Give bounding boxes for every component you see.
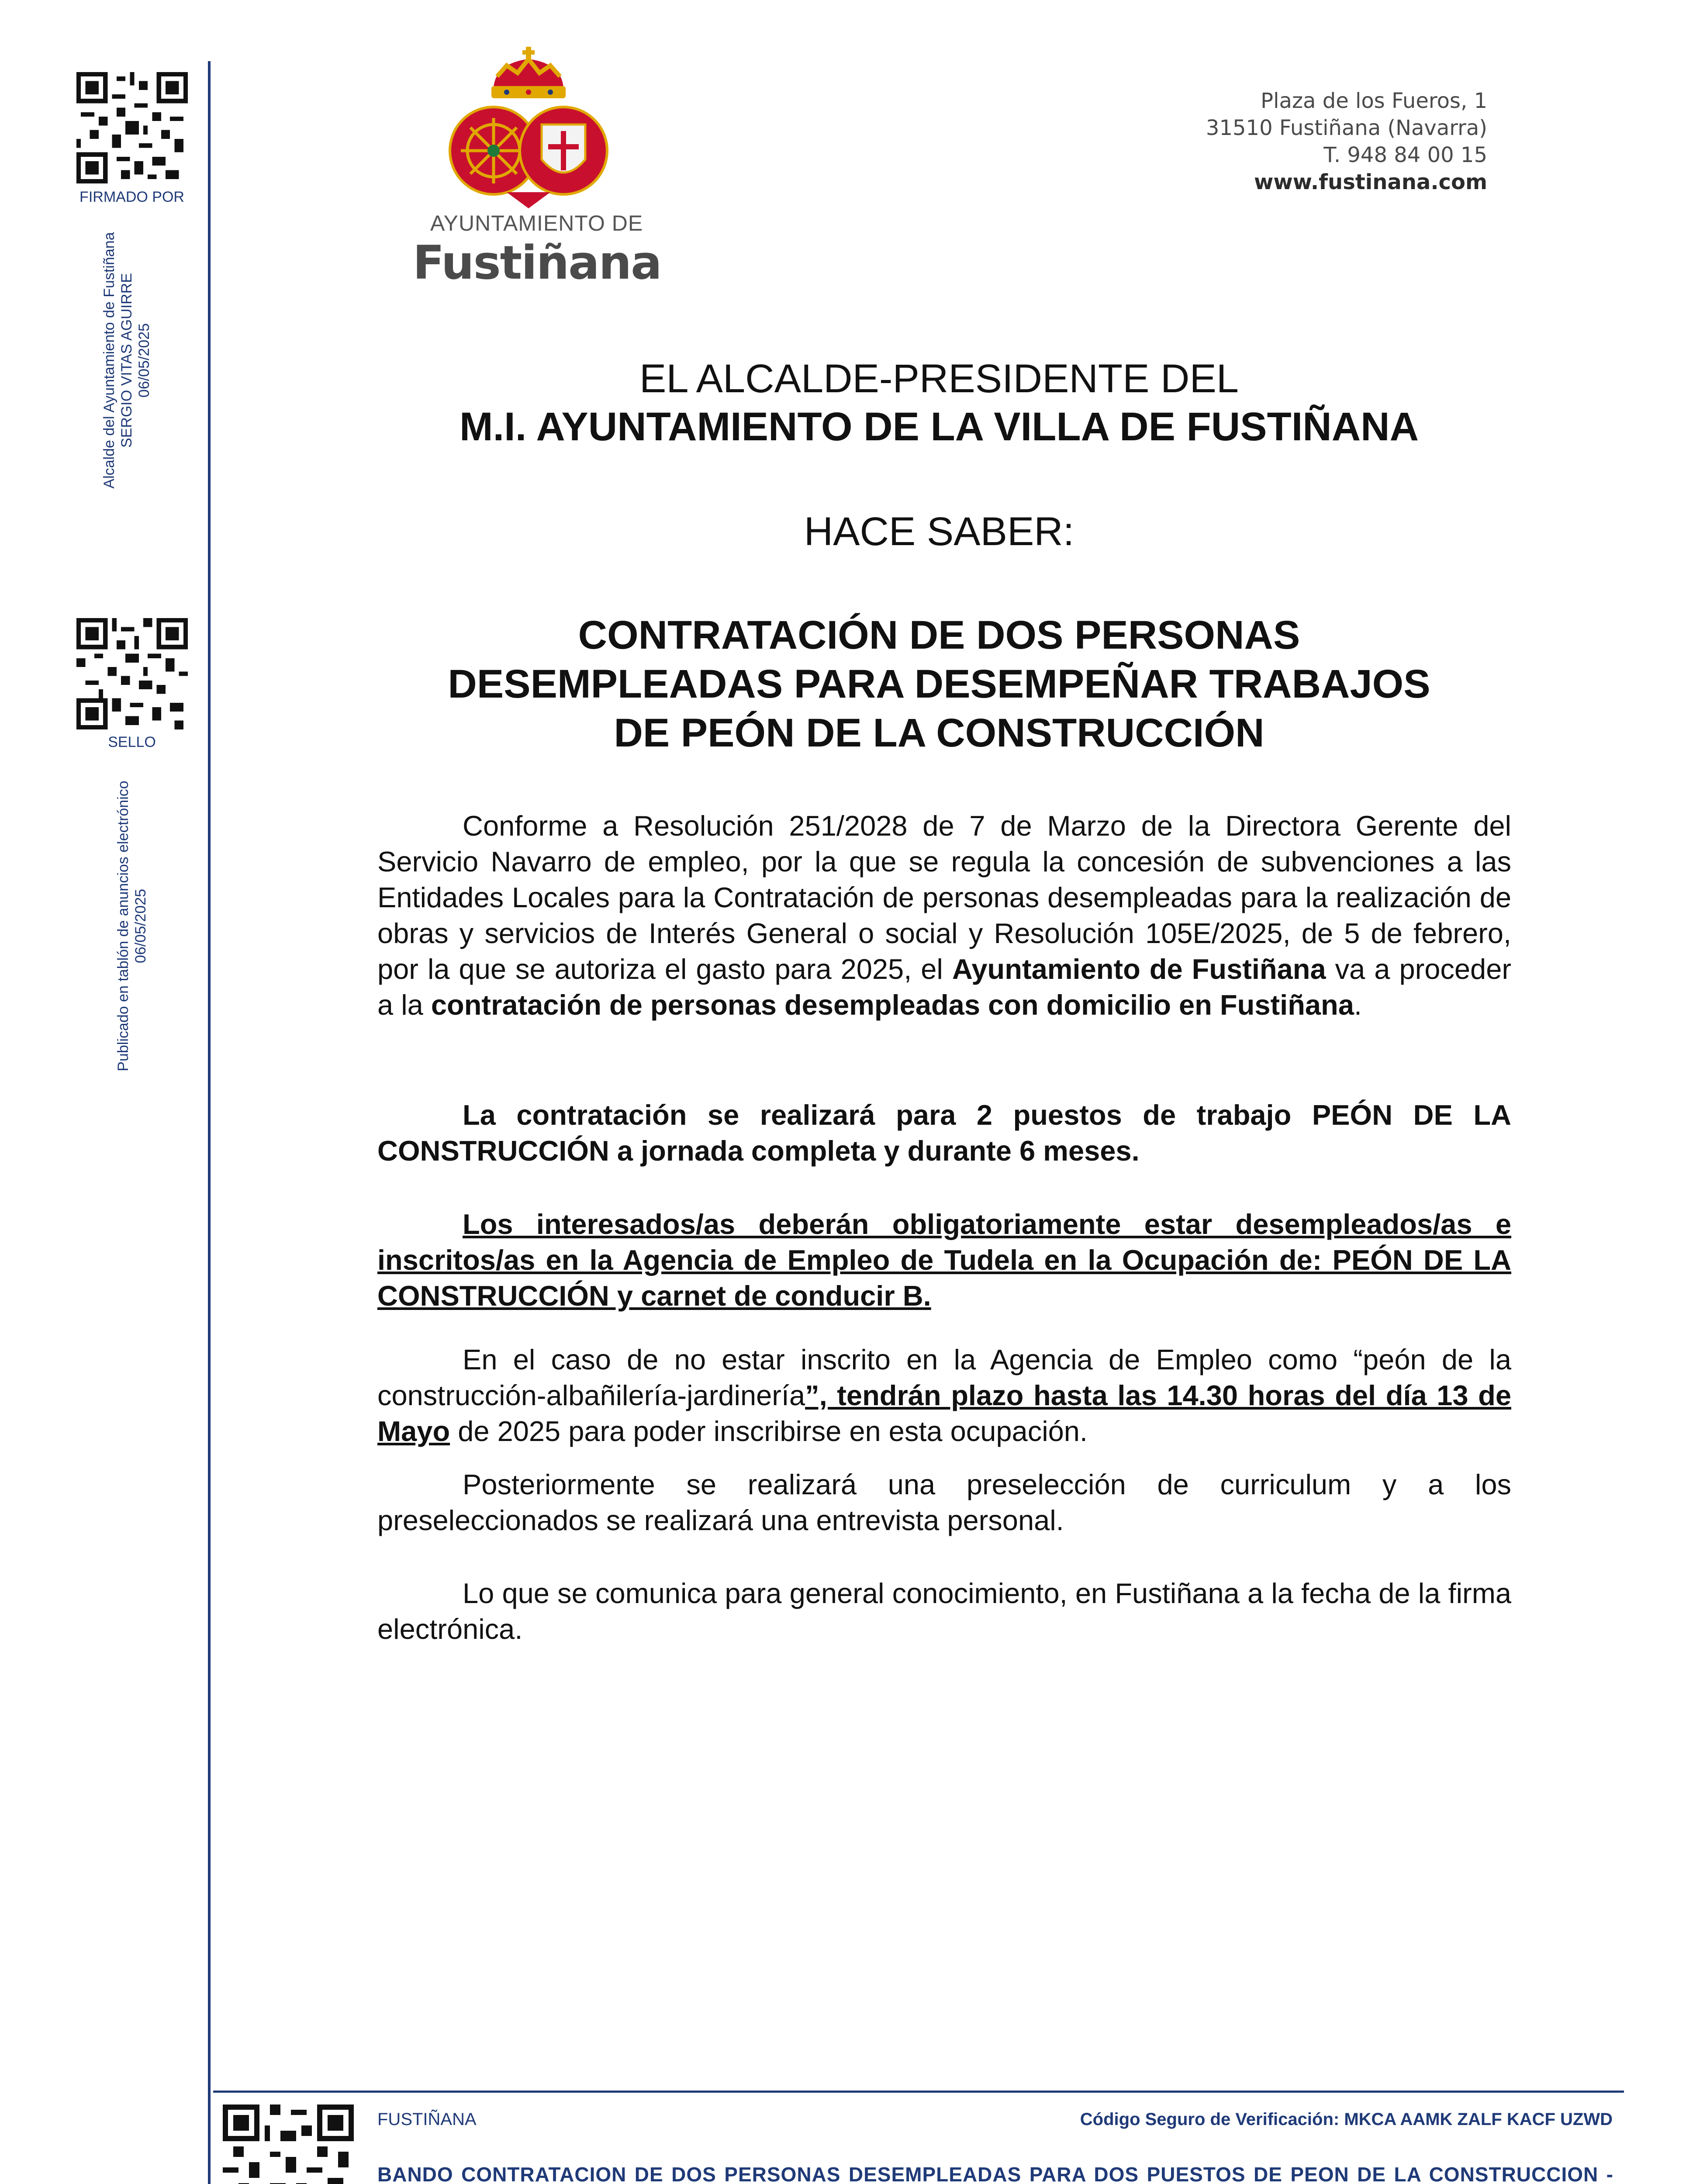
ribbon-icon bbox=[507, 192, 550, 208]
seal-description: Publicado en tablón de anuncios electrónico bbox=[115, 781, 131, 1071]
signer-role: Alcalde del Ayuntamiento de Fustiñana bbox=[101, 232, 117, 489]
heading-line-1: CONTRATACIÓN DE DOS PERSONAS bbox=[578, 613, 1300, 657]
heading-line-3: DE PEÓN DE LA CONSTRUCCIÓN bbox=[614, 711, 1264, 755]
footer-entity: FUSTIÑANA bbox=[377, 2110, 477, 2129]
paragraph-deadline: En el caso de no estar inscrito en la Agencia de Empleo como “peón de la construcción-albañilería-jardinería”, tendrán plazo hasta las 14.30 horas del día 13 de Mayo de 2025 para poder inscribirse en esta ocupación. bbox=[377, 1344, 1511, 1447]
seal-info bbox=[114, 769, 149, 1083]
paragraph-requirements: Los interesados/as deberán obligatoriamente estar desempleados/as e inscritos/as en la Agencia de Empleo de Tudela en la Ocupación de: PEÓN DE LA CONSTRUCCIÓN y carnet de conducir B. bbox=[377, 1208, 1511, 1312]
signed-by-label: FIRMADO POR bbox=[79, 189, 184, 205]
heading-line-2: DESEMPLEADAS PARA DESEMPEÑAR TRABAJOS bbox=[448, 662, 1430, 706]
footer-divider bbox=[213, 2091, 1624, 2093]
paragraph-closing: Lo que se comunica para general conocimiento, en Fustiñana a la fecha de la firma electrónica. bbox=[377, 1577, 1511, 1645]
phone-number: T. 948 84 00 15 bbox=[1323, 143, 1487, 167]
website-link[interactable]: www.fustinana.com bbox=[1254, 170, 1487, 194]
footer-qr-code bbox=[223, 2105, 354, 2184]
title-line-1: EL ALCALDE-PRESIDENTE DEL bbox=[639, 356, 1239, 401]
title-line-2: M.I. AYUNTAMIENTO DE LA VILLA DE FUSTIÑANA bbox=[459, 404, 1419, 449]
address-line-1: Plaza de los Fueros, 1 bbox=[1261, 89, 1487, 113]
signer-name: SERGIO VITAS AGUIRRE bbox=[118, 273, 135, 448]
address-line-2: 31510 Fustiñana (Navarra) bbox=[1206, 116, 1487, 140]
signature-qr-code bbox=[76, 72, 188, 183]
seal-label: SELLO bbox=[108, 734, 156, 750]
paragraph-preselection: Posteriormente se realizará una preselección de curriculum y a los preseleccionados se realizará una entrevista personal. bbox=[377, 1469, 1511, 1536]
document-title: BANDO CONTRATACION DE DOS PERSONAS DESEMPLEADAS PARA DOS PUESTOS DE PEON DE LA CONSTRUCCION - bbox=[377, 2163, 1613, 2184]
logo-name: Fustiñana bbox=[413, 236, 661, 290]
fustinana-shield-icon bbox=[520, 107, 607, 194]
crown-icon bbox=[491, 47, 566, 98]
paragraph-positions: La contratación se realizará para 2 puestos de trabajo PEÓN DE LA CONSTRUCCIÓN a jornada completa y durante 6 meses. bbox=[377, 1099, 1511, 1167]
ayuntamiento-crest-logo bbox=[441, 46, 616, 210]
seal-date: 06/05/2025 bbox=[132, 888, 149, 964]
address-block bbox=[1206, 87, 1487, 196]
logo-subtitle: AYUNTAMIENTO DE bbox=[430, 211, 643, 235]
hace-saber-title: HACE SABER: bbox=[804, 509, 1074, 554]
signer-date: 06/05/2025 bbox=[136, 323, 152, 398]
paragraph-resolution: Conforme a Resolución 251/2028 de 7 de Marzo de la Directora Gerente del Servicio Navarro de empleo, por la que se regula la concesión de subvenciones a las Entidades Locales para la Contratación de personas desempleadas para la realización de obras y servicios de Interés General o social y Resolución 105E/2025, de 5 de febrero, por la que se autoriza el gasto para 2025, el Ayuntamiento de Fustiñana va a proceder a la contratación de personas desempleadas con domicilio en Fustiñana. bbox=[377, 810, 1511, 1021]
announcement-heading bbox=[0, 611, 1686, 757]
verification-code: Código Seguro de Verificación: MKCA AAMK ZALF KACF UZWD bbox=[1080, 2110, 1613, 2129]
